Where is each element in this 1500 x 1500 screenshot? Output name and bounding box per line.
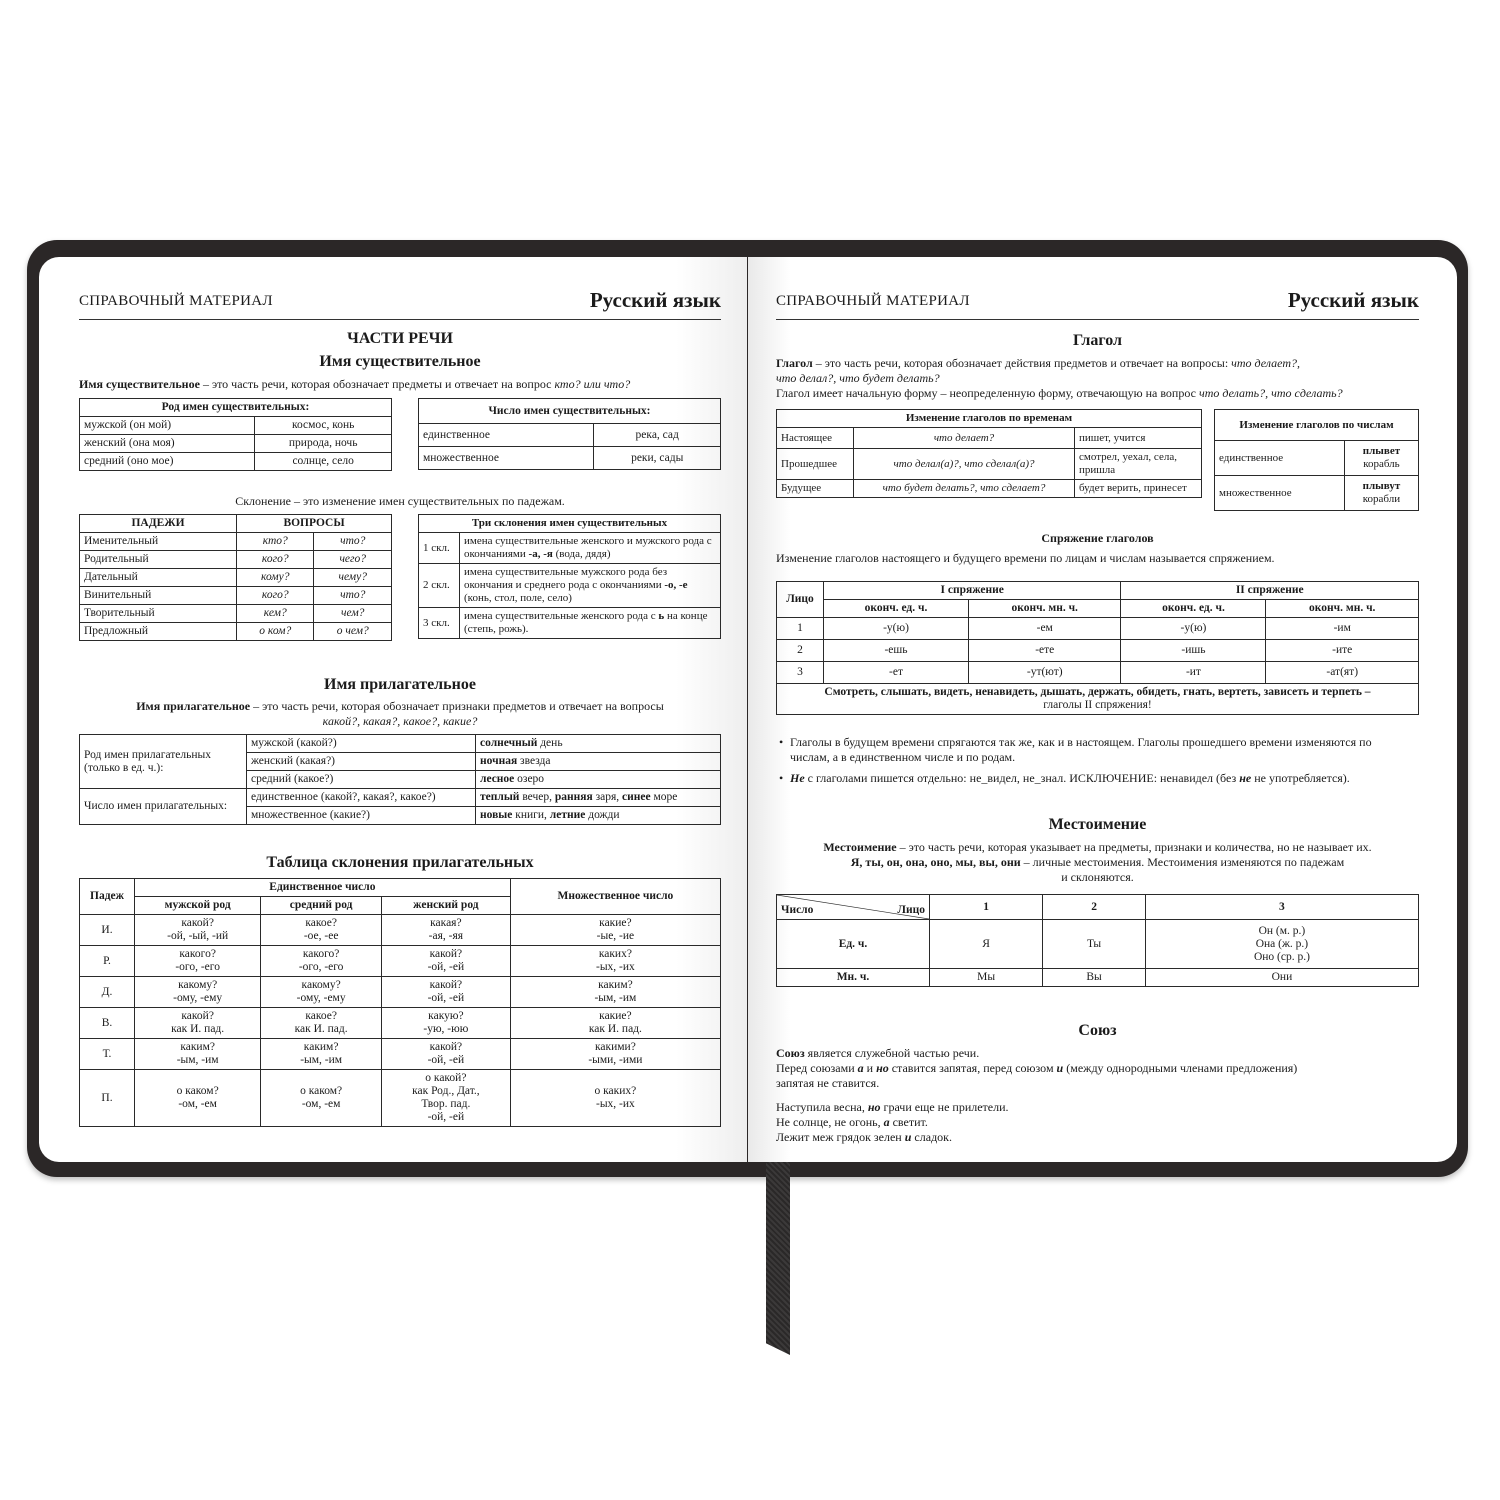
- table-cell: Он (м. р.) Она (ж. р.) Оно (ср. р.): [1145, 920, 1418, 969]
- table-cell: множественное (какие?): [247, 807, 476, 825]
- table-cell: река, сад: [594, 424, 721, 447]
- ending-cell: какое? как И. пад.: [261, 1008, 382, 1039]
- table-header-cell: женский род: [381, 897, 510, 915]
- ending-cell: какой? -ой, -ей: [381, 1039, 510, 1070]
- noun-number-table: [418, 398, 721, 470]
- declension-table-title: Таблица склонения прилагательных: [266, 854, 534, 871]
- table-header-cell: ВОПРОСЫ: [237, 515, 392, 533]
- table-header-cell: Единственное число: [135, 879, 511, 897]
- table-row: [80, 735, 721, 753]
- table-row: [777, 684, 1419, 715]
- case-cell: В.: [80, 1008, 135, 1039]
- table-cell: кому?: [237, 569, 314, 587]
- table-cell: плывет корабль: [1344, 441, 1418, 476]
- table-row: [777, 449, 1202, 480]
- declension-definition: Склонение – это изменение имен существительных по падежам.: [235, 494, 565, 508]
- table-cell: лесное озеро: [476, 771, 721, 789]
- table-cell: 1 скл.: [419, 533, 460, 564]
- table-cell: кого?: [237, 587, 314, 605]
- table-row: [777, 582, 1419, 600]
- table-header: Род имен существительных:: [80, 399, 392, 417]
- table-cell: пишет, учится: [1075, 428, 1202, 449]
- table-cell: 3 скл.: [419, 608, 460, 639]
- table-row: [80, 551, 392, 569]
- ending-cell: какой? -ой, -ей: [381, 977, 510, 1008]
- table-header-cell: средний род: [261, 897, 382, 915]
- table-cell: что делал(а)?, что сделал(а)?: [854, 449, 1075, 480]
- table-cell: средний (какое?): [247, 771, 476, 789]
- ending-cell: какие? -ые, -ие: [510, 915, 720, 946]
- ending-cell: о каких? -ых, -их: [510, 1070, 720, 1127]
- table-cell: женский (какая?): [247, 753, 476, 771]
- table-cell: мужской (он мой): [80, 417, 255, 435]
- conjunction-title: Союз: [1078, 1022, 1117, 1039]
- table-cell: Прошедшее: [777, 449, 854, 480]
- table-cell: Вы: [1043, 969, 1146, 987]
- table-cell: -ите: [1266, 640, 1419, 662]
- ending-cell: каким? -ым, -им: [510, 977, 720, 1008]
- ending-cell: какого? -ого, -его: [135, 946, 261, 977]
- case-cell: И.: [80, 915, 135, 946]
- table-header-cell: Три склонения имен существительных: [419, 515, 721, 533]
- case-cell: Т.: [80, 1039, 135, 1070]
- pronoun-table: [776, 894, 1419, 987]
- pronoun-title: Местоимение: [1048, 816, 1147, 833]
- table-row: [777, 969, 1419, 987]
- verb-definition: Глагол – это часть речи, которая обозначает действия предметов и отвечает на вопросы: что делает?, что делал?, что будет делать? Глагол имеет начальную форму – неопределенную форму, отвечающую на вопрос что делать?, что сделать?: [776, 356, 1343, 400]
- adjective-definition: Имя прилагательное – это часть речи, которая обозначает признаки предметов и отвечает на вопросы какой?, какая?, какое?, какие?: [136, 699, 664, 728]
- header-subject: Русский язык: [1287, 288, 1419, 312]
- table-row: [80, 1039, 721, 1070]
- verb-tense-table: [776, 409, 1202, 498]
- table-row: [777, 920, 1419, 969]
- table-row: [80, 515, 392, 533]
- table-header-cell: II спряжение: [1121, 582, 1419, 600]
- table-row: [419, 399, 721, 424]
- table-cell: средний (оно мое): [80, 453, 255, 471]
- table-cell: имена существительные женского рода с ь на конце (степь, рожь).: [460, 608, 721, 639]
- table-header-cell: оконч. ед. ч.: [824, 600, 969, 618]
- table-cell: солнце, село: [255, 453, 392, 471]
- table-cell: будет верить, принесет: [1075, 480, 1202, 498]
- ending-cell: о какой? как Род., Дат., Твор. пад. -ой, -ей: [381, 1070, 510, 1127]
- table-cell: кто?: [237, 533, 314, 551]
- table-header-cell: оконч. ед. ч.: [1121, 600, 1266, 618]
- table-row: [80, 453, 392, 471]
- table-cell: -ут(ют): [969, 662, 1121, 684]
- table-row: [80, 533, 392, 551]
- table-cell: Предложный: [80, 623, 237, 641]
- table-cell: смотрел, уехал, села, пришла: [1075, 449, 1202, 480]
- table-row: [80, 789, 721, 807]
- ending-cell: какого? -ого, -его: [261, 946, 382, 977]
- table-cell: чем?: [314, 605, 392, 623]
- adjective-table: [79, 734, 721, 825]
- ending-cell: каким? -ым, -им: [261, 1039, 382, 1070]
- table-cell: имена существительные женского и мужского рода с окончаниями -а, -я (вода, дядя): [460, 533, 721, 564]
- table-header-cell: 3: [1145, 895, 1418, 920]
- table-row: [777, 428, 1202, 449]
- page-header: [776, 283, 1419, 320]
- table-cell: имена существительные мужского рода без окончания и среднего рода с окончаниями -о, -е (конь, стол, поле, село): [460, 564, 721, 608]
- table-cell: солнечный день: [476, 735, 721, 753]
- ending-cell: какой? -ой, -ей: [381, 946, 510, 977]
- table-cell: множественное: [419, 447, 594, 470]
- table-header-cell: мужской род: [135, 897, 261, 915]
- table-row: [419, 608, 721, 639]
- bullet-ne-rule: • Не с глаголами пишется отдельно: не_видел, не_знал. ИСКЛЮЧЕНИЕ: ненавидел (без не не употребляется).: [779, 771, 1350, 785]
- table-cell: космос, конь: [255, 417, 392, 435]
- conjunction-examples: Наступила весна, но грачи еще не прилетели. Не солнце, не огонь, а светит. Лежит меж грядок зелен и сладок.: [776, 1100, 1009, 1144]
- three-declensions-table: [418, 514, 721, 639]
- table-row: [419, 564, 721, 608]
- table-row: [777, 640, 1419, 662]
- table-cell: Род имен прилагательных (только в ед. ч.):: [80, 735, 247, 789]
- header-label: СПРАВОЧНЫЙ МАТЕРИАЛ: [776, 293, 970, 309]
- parts-of-speech-title: ЧАСТИ РЕЧИ: [347, 330, 453, 347]
- table-cell: новые книги, летние дожди: [476, 807, 721, 825]
- table-row: [1215, 476, 1419, 511]
- table-row: [80, 587, 392, 605]
- table-header-cell: ПАДЕЖИ: [80, 515, 237, 533]
- table-cell: Я: [930, 920, 1043, 969]
- table-cell: реки, сады: [594, 447, 721, 470]
- table-row: [80, 879, 721, 897]
- table-header-cell: 2: [1043, 895, 1146, 920]
- page-header: [79, 283, 721, 320]
- table-cell: 2: [777, 640, 824, 662]
- verb-title: Глагол: [1073, 332, 1122, 349]
- table-cell: -ит: [1121, 662, 1266, 684]
- case-cell: П.: [80, 1070, 135, 1127]
- table-cell: -у(ю): [824, 618, 969, 640]
- ending-cell: о каком? -ом, -ем: [261, 1070, 382, 1127]
- table-cell: единственное: [419, 424, 594, 447]
- table-header: Число имен существительных:: [419, 399, 721, 424]
- table-row: [80, 417, 392, 435]
- table-cell: -у(ю): [1121, 618, 1266, 640]
- table-row: [777, 662, 1419, 684]
- conjunction-definition: Союз является служебной частью речи. Перед союзами а и но ставится запятая, перед союзом и (между однородными членами предложения) запятая не ставится.: [776, 1046, 1298, 1090]
- table-row: [777, 600, 1419, 618]
- verb-number-table: [1214, 409, 1419, 511]
- table-cell: чему?: [314, 569, 392, 587]
- table-cell: мужской (какой?): [247, 735, 476, 753]
- table-cell: кем?: [237, 605, 314, 623]
- table-cell: -ат(ят): [1266, 662, 1419, 684]
- table-row: [419, 447, 721, 470]
- table-cell: о ком?: [237, 623, 314, 641]
- table-cell: Ед. ч.: [777, 920, 930, 969]
- noun-definition: Имя существительное – это часть речи, которая обозначает предметы и отвечает на вопрос кто? или что?: [79, 377, 631, 391]
- table-cell: Винительный: [80, 587, 237, 605]
- table-row: [419, 515, 721, 533]
- conjugation-title: Спряжение глаголов: [1041, 531, 1154, 545]
- table-row: [419, 424, 721, 447]
- table-cell: Родительный: [80, 551, 237, 569]
- table-cell: Число имен прилагательных:: [80, 789, 247, 825]
- table-cell: природа, ночь: [255, 435, 392, 453]
- left-page: [39, 257, 747, 1162]
- case-cell: Р.: [80, 946, 135, 977]
- noun-gender-table: [79, 398, 392, 471]
- table-cell: -им: [1266, 618, 1419, 640]
- table-cell: Они: [1145, 969, 1418, 987]
- adjective-title: Имя прилагательное: [324, 676, 476, 693]
- table-header-cell: Изменение глаголов по временам: [777, 410, 1202, 428]
- table-row: [1215, 441, 1419, 476]
- table-cell: Ты: [1043, 920, 1146, 969]
- diagonal-header-cell: Число Лицо: [777, 895, 930, 920]
- table-cell: ночная звезда: [476, 753, 721, 771]
- table-cell: о чем?: [314, 623, 392, 641]
- ending-cell: каких? -ых, -их: [510, 946, 720, 977]
- table-row: [777, 410, 1202, 428]
- table-header-cell: Падеж: [80, 879, 135, 915]
- table-cell: Будущее: [777, 480, 854, 498]
- case-cell: Д.: [80, 977, 135, 1008]
- table-cell: Мы: [930, 969, 1043, 987]
- header-subject: Русский язык: [589, 288, 721, 312]
- table-row: [80, 946, 721, 977]
- table-cell: 1: [777, 618, 824, 640]
- bookmark-ribbon: [766, 1160, 790, 1355]
- ending-cell: какому? -ому, -ему: [261, 977, 382, 1008]
- noun-title: Имя существительное: [319, 353, 481, 370]
- table-cell: -ете: [969, 640, 1121, 662]
- ending-cell: какими? -ыми, -ими: [510, 1039, 720, 1070]
- table-cell: женский (она моя): [80, 435, 255, 453]
- table-header-cell: Изменение глаголов по числам: [1215, 410, 1419, 441]
- table-header-cell: I спряжение: [824, 582, 1121, 600]
- ending-cell: какие? как И. пад.: [510, 1008, 720, 1039]
- table-cell: чего?: [314, 551, 392, 569]
- table-cell: -ишь: [1121, 640, 1266, 662]
- table-cell: Смотреть, слышать, видеть, ненавидеть, дышать, держать, обидеть, гнать, вертеть, зависеть и терпеть – глаголы II спряжения!: [777, 684, 1419, 715]
- table-cell: Творительный: [80, 605, 237, 623]
- table-cell: Именительный: [80, 533, 237, 551]
- right-page: [748, 257, 1457, 1162]
- table-cell: что делает?: [854, 428, 1075, 449]
- table-cell: множественное: [1215, 476, 1345, 511]
- table-row: [80, 569, 392, 587]
- table-cell: 2 скл.: [419, 564, 460, 608]
- ending-cell: каким? -ым, -им: [135, 1039, 261, 1070]
- table-row: [80, 1070, 721, 1127]
- table-header-cell: Лицо: [777, 582, 824, 618]
- table-cell: что?: [314, 533, 392, 551]
- table-cell: Дательный: [80, 569, 237, 587]
- table-cell: единственное: [1215, 441, 1345, 476]
- table-cell: -ешь: [824, 640, 969, 662]
- table-cell: Настоящее: [777, 428, 854, 449]
- cases-table: [79, 514, 392, 641]
- table-header-cell: Множественное число: [510, 879, 720, 915]
- table-row: [777, 480, 1202, 498]
- table-row: [80, 623, 392, 641]
- ending-cell: о каком? -ом, -ем: [135, 1070, 261, 1127]
- table-row: [80, 1008, 721, 1039]
- table-row: [777, 618, 1419, 640]
- table-row: [80, 915, 721, 946]
- bullet-future-tense: • Глаголы в будущем времени спрягаются так же, как и в настоящем. Глаголы прошедшего времени изменяются по числам, а в единственном числе и по родам.: [779, 735, 1372, 764]
- ending-cell: какой? как И. пад.: [135, 1008, 261, 1039]
- header-label: СПРАВОЧНЫЙ МАТЕРИАЛ: [79, 293, 273, 309]
- table-cell: плывут корабли: [1344, 476, 1418, 511]
- adjective-declension-table: [79, 878, 721, 1127]
- ending-cell: какую? -ую, -юю: [381, 1008, 510, 1039]
- table-cell: Мн. ч.: [777, 969, 930, 987]
- table-cell: кого?: [237, 551, 314, 569]
- table-row: [419, 533, 721, 564]
- table-cell: теплый вечер, ранняя заря, синее море: [476, 789, 721, 807]
- table-row: [80, 977, 721, 1008]
- table-header-cell: оконч. мн. ч.: [969, 600, 1121, 618]
- table-cell: -ет: [824, 662, 969, 684]
- ending-cell: какая? -ая, -яя: [381, 915, 510, 946]
- conjugation-table: [776, 581, 1419, 715]
- table-row: [80, 399, 392, 417]
- conjugation-definition: Изменение глаголов настоящего и будущего времени по лицам и числам называется спряжением.: [776, 551, 1275, 565]
- table-row: [1215, 410, 1419, 441]
- ending-cell: какому? -ому, -ему: [135, 977, 261, 1008]
- table-cell: что будет делать?, что сделает?: [854, 480, 1075, 498]
- pronoun-definition: Местоимение – это часть речи, которая указывает на предметы, признаки и количества, но не называет их. Я, ты, он, она, оно, мы, вы, они – личные местоимения. Местоимения изменяются по падежам и склоняются.: [823, 840, 1372, 884]
- table-row: [777, 895, 1419, 920]
- table-cell: 3: [777, 662, 824, 684]
- table-header-cell: 1: [930, 895, 1043, 920]
- table-header-cell: оконч. мн. ч.: [1266, 600, 1419, 618]
- table-cell: -ем: [969, 618, 1121, 640]
- table-cell: что?: [314, 587, 392, 605]
- ending-cell: какое? -ое, -ее: [261, 915, 382, 946]
- table-row: [80, 435, 392, 453]
- table-row: [80, 605, 392, 623]
- ending-cell: какой? -ой, -ый, -ий: [135, 915, 261, 946]
- table-cell: единственное (какой?, какая?, какое?): [247, 789, 476, 807]
